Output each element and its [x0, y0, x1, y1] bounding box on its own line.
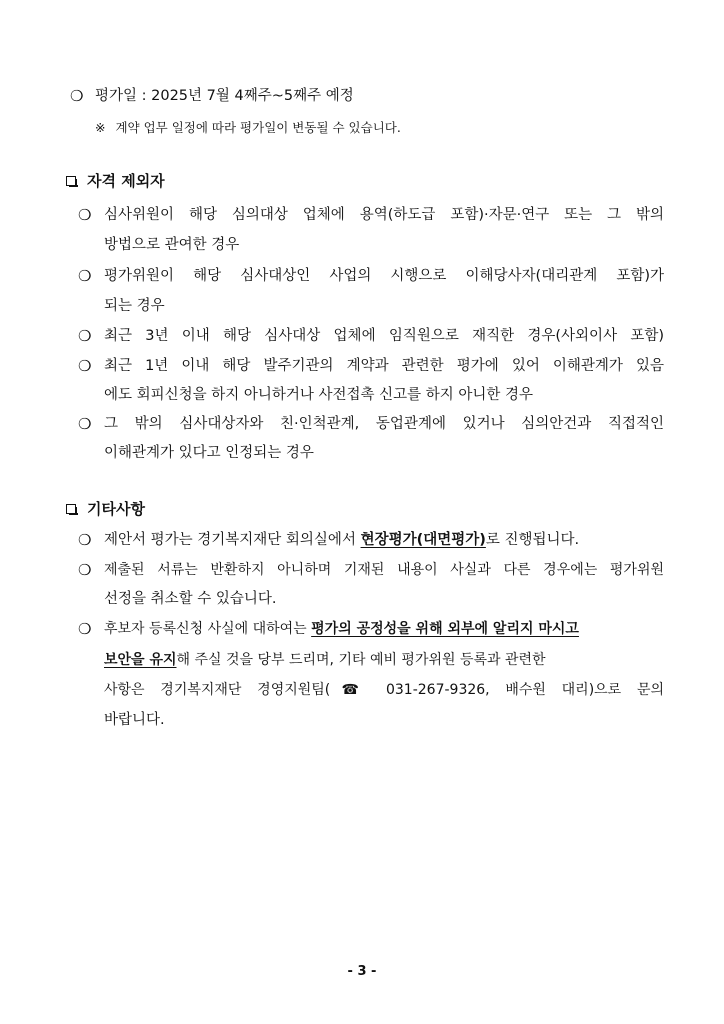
exclusion-item-3-line-1: 최근 3년 이내 해당 심사대상 업체에 임직원으로 재직한 경우(사외이사 포함): [104, 328, 664, 344]
eval-date-note-text: 계약 업무 일정에 따라 평가일이 변동될 수 있습니다.: [115, 120, 401, 135]
other-heading: 기타사항: [87, 500, 145, 518]
exclusion-heading: 자격 제외자: [87, 172, 165, 190]
exclusion-item-1-line-1: 심사위원이 해당 심의대상 업체에 용역(하도급 포함)·자문·연구 또는 그 밖의: [104, 207, 664, 223]
other-item-1-text: 제안서 평가는 경기복지재단 회의실에서: [104, 532, 361, 548]
exclusion-item-1-line-2: 방법으로 관여한 경우: [104, 237, 240, 253]
other-item-3-line-2-text: 해 주실 것을 당부 드리며, 기타 예비 평가위원 등록과 관련한: [176, 652, 546, 668]
other-item-3-line-4: 바랍니다.: [104, 712, 165, 728]
other-item-2-line-1: 제출된 서류는 반환하지 아니하며 기재된 내용이 사실과 다른 경우에는 평가위원: [104, 562, 664, 578]
circle-bullet-icon: ❍: [78, 415, 92, 433]
exclusion-item-5-line-2: 이해관계가 있다고 인정되는 경우: [104, 445, 314, 461]
circle-bullet-icon: ❍: [78, 206, 92, 224]
emphasis-onsite-evaluation: 현장평가(대면평가): [360, 532, 486, 548]
emphasis-confidentiality: 평가의 공정성을 위해 외부에 알리지 마시고: [311, 621, 579, 637]
checkbox-square-icon: [66, 176, 76, 186]
exclusion-item-4-line-2: 에도 회피신청을 하지 아니하거나 사전접촉 신고를 하지 아니한 경우: [104, 387, 534, 403]
exclusion-item-2-line-1: 평가위원이 해당 심사대상인 사업의 시행으로 이해당사자(대리관계 포함)가: [104, 268, 664, 284]
note-mark-icon: ※: [95, 120, 106, 135]
exclusion-item-4-line-1: 최근 1년 이내 해당 발주기관의 계약과 관련한 평가에 있어 이해관계가 있음: [104, 358, 664, 374]
circle-bullet-icon: ❍: [78, 620, 92, 638]
checkbox-square-icon: [66, 504, 76, 514]
other-item-1-tail: 로 진행됩니다.: [485, 532, 580, 548]
exclusion-item-2-line-2: 되는 경우: [104, 298, 165, 314]
eval-date-note: [95, 118, 401, 138]
other-item-3-text: 후보자 등록신청 사실에 대하여는: [104, 621, 312, 637]
other-item-1: [104, 530, 579, 550]
other-item-2-line-2: 선정을 취소할 수 있습니다.: [104, 591, 277, 607]
circle-bullet-icon: ❍: [78, 531, 92, 549]
circle-bullet-icon: ❍: [78, 357, 92, 375]
emphasis-keep-security: 보안을 유지: [104, 652, 177, 668]
circle-bullet-icon: ❍: [78, 561, 92, 579]
circle-bullet-icon: ❍: [78, 327, 92, 345]
exclusion-item-5-line-1: 그 밖의 심사대상자와 친·인척관계, 동업관계에 있거나 심의안건과 직접적인: [104, 416, 664, 432]
other-item-3-line-2: [104, 650, 546, 670]
circle-bullet-icon: ❍: [78, 267, 92, 285]
other-item-3-line-3: 사항은 경기복지재단 경영지원팀(☎ 031-267-9326, 배수원 대리)으로 문의: [104, 682, 664, 698]
other-item-3-line-1: [104, 619, 579, 639]
eval-date-text: 평가일 : 2025년 7월 4째주~5째주 예정: [95, 88, 354, 104]
circle-bullet-icon: ❍: [70, 87, 84, 105]
page-number: - 3 -: [347, 964, 377, 979]
